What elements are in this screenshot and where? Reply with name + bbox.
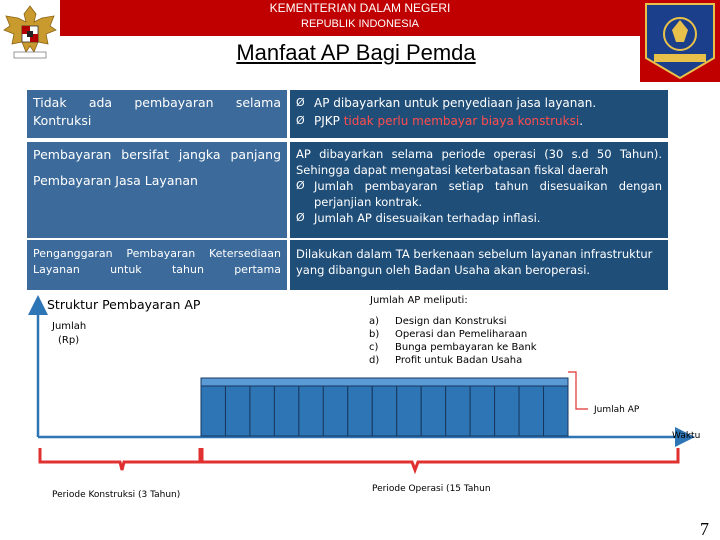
ap-bar — [225, 386, 249, 436]
arrow-bullet-icon: Ø — [296, 96, 305, 109]
jumlah-ap-pointer — [568, 372, 588, 409]
page-number: 7 — [700, 519, 709, 539]
list-item: c) Bunga pembayaran ke Bank — [369, 342, 537, 353]
ap-bar — [372, 386, 396, 436]
ap-bar — [446, 386, 470, 436]
page-title: Manfaat AP Bagi Pemda — [236, 40, 476, 65]
ap-bar — [519, 386, 543, 436]
header-ministry: KEMENTERIAN DALAM NEGERI — [269, 1, 451, 15]
ap-bar — [250, 386, 274, 436]
diagram-title: Struktur Pembayaran AP — [47, 297, 201, 312]
ap-bar — [397, 386, 421, 436]
ap-bar — [274, 386, 298, 436]
bullet-text: AP dibayarkan untuk penyediaan jasa layanan. — [314, 96, 597, 110]
cell-text: Dilakukan dalam TA berkenaan sebelum layanan infrastruktur yang dibangun oleh Badan Usaha akan beroperasi. — [296, 247, 653, 277]
list-item: a) Design dan Konstruksi — [369, 316, 507, 327]
bullet-text: PJKP tidak perlu membayar biaya konstruksi. — [314, 114, 584, 128]
ap-bar — [299, 386, 323, 436]
header-country: REPUBLIK INDONESIA — [301, 18, 419, 30]
ap-bar — [421, 386, 445, 436]
list-item: b) Operasi dan Pemeliharaan — [369, 329, 528, 340]
ap-components-heading: Jumlah AP meliputi: — [370, 295, 468, 306]
list-item: d) Profit untuk Badan Usaha — [369, 355, 523, 366]
bullet-text: Jumlah pembayaran setiap tahun disesuaikan dengan perjanjian kontrak. — [314, 179, 662, 209]
highlight-text: tidak perlu membayar biaya konstruksi — [343, 114, 580, 128]
ap-bar-cap — [201, 378, 568, 386]
ap-bars — [201, 378, 568, 436]
cell-text: Pembayaran Jasa Layanan — [33, 173, 198, 188]
operasi-brace — [202, 448, 678, 470]
ap-bar — [348, 386, 372, 436]
arrow-bullet-icon: Ø — [296, 179, 305, 192]
cell-text: AP dibayarkan selama periode operasi (30 s.d 50 Tahun). Sehingga dapat mengatasi keterbatasan fiskal daerah — [296, 147, 662, 177]
operation-period-label: Periode Operasi (15 Tahun — [372, 484, 491, 494]
arrow-bullet-icon: Ø — [296, 114, 305, 127]
konstruksi-brace — [40, 448, 200, 470]
jumlah-ap-label: Jumlah AP — [594, 405, 640, 415]
ap-bar — [323, 386, 347, 436]
arrow-bullet-icon: Ø — [296, 211, 305, 224]
ap-bar — [544, 386, 568, 436]
cell-text: Pembayaran bersifat jangka panjang — [33, 147, 281, 162]
ap-bar — [495, 386, 519, 436]
ap-bar — [201, 386, 225, 436]
bullet-text: Jumlah AP disesuaikan terhadap inflasi. — [314, 211, 541, 225]
cell-text: Tidak ada pembayaran selama Kontruksi — [33, 95, 281, 128]
cell-text: Penganggaran Pembayaran Ketersediaan Layanan untuk tahun pertama — [33, 247, 281, 276]
time-axis-label: Waktu — [672, 431, 701, 441]
ap-bar — [470, 386, 494, 436]
y-axis-label: Jumlah (Rp) — [52, 321, 87, 346]
construction-period-label: Periode Konstruksi (3 Tahun) — [52, 490, 181, 500]
